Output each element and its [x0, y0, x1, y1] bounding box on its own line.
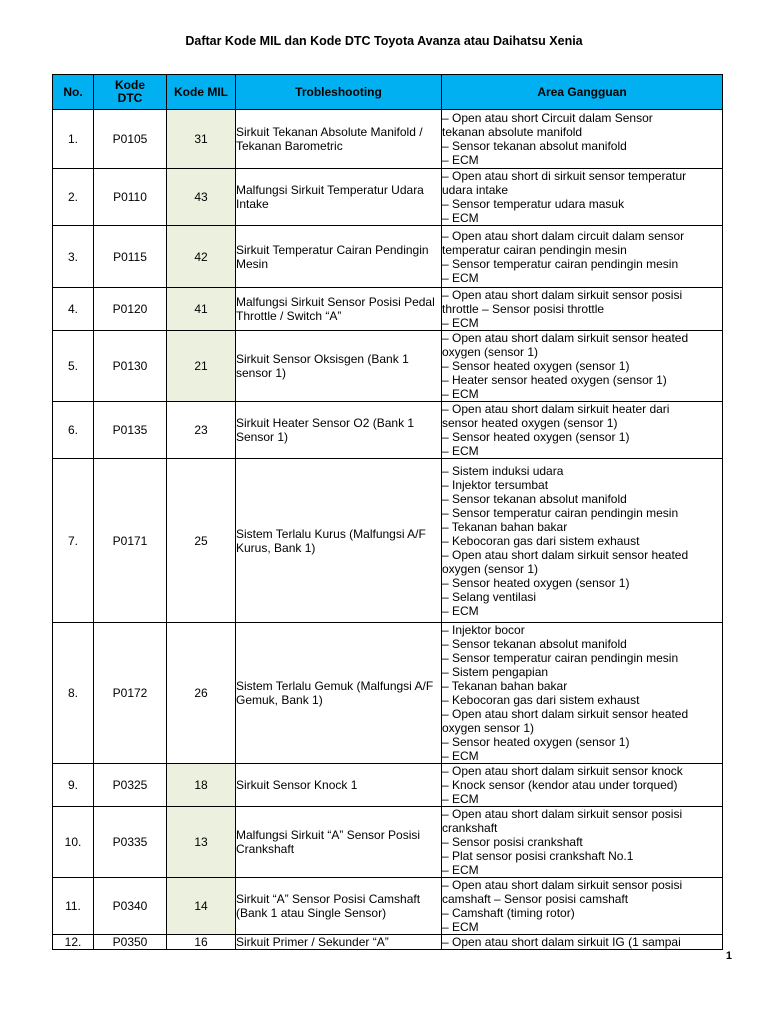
cell-kode-dtc: P0120 [94, 288, 167, 331]
area-line: – Sensor temperatur cairan pendingin mesin [442, 256, 679, 271]
area-line: – Selang ventilasi [442, 589, 537, 604]
area-line: – ECM [442, 316, 479, 330]
area-line: – Injektor tersumbat [442, 477, 549, 492]
area-line: – Tekanan bahan bakar [442, 519, 568, 534]
cell-kode-mil: 41 [167, 288, 236, 331]
cell-kode-mil: 42 [167, 226, 236, 288]
cell-area-gangguan [442, 935, 723, 950]
area-line: – Sensor heated oxygen (sensor 1) [442, 575, 630, 590]
area-line: – ECM [442, 749, 479, 763]
area-line: – Sistem pengapian [442, 665, 549, 679]
area-line: – ECM [442, 270, 479, 285]
area-line: – ECM [442, 153, 479, 167]
area-line: – ECM [442, 792, 479, 806]
table-row [53, 110, 723, 169]
table-row [53, 935, 723, 950]
table-row [53, 459, 723, 623]
table-row [53, 226, 723, 288]
area-line: oxygen sensor 1) [442, 721, 535, 735]
table-header-row [53, 75, 723, 110]
area-line: udara intake [442, 183, 509, 197]
cell-no: 9. [53, 764, 94, 807]
cell-no: 8. [53, 623, 94, 764]
area-line: – Sensor heated oxygen (sensor 1) [442, 430, 630, 444]
header-area-gangguan: Area Gangguan [442, 75, 723, 110]
area-line: – Knock sensor (kendor atau under torqued) [442, 778, 678, 792]
area-line: – Open atau short dalam sirkuit sensor posisi [442, 807, 683, 821]
cell-area-gangguan [442, 878, 723, 935]
area-line: – Kebocoran gas dari sistem exhaust [442, 533, 640, 548]
cell-kode-mil: 13 [167, 807, 236, 878]
page-number: 1 [725, 950, 732, 962]
area-line: – Open atau short Circuit dalam Sensor [442, 111, 653, 125]
cell-no: 5. [53, 331, 94, 402]
table-row [53, 807, 723, 878]
area-line: – Sensor temperatur cairan pendingin mesin [442, 651, 679, 665]
area-line: crankshaft [442, 821, 498, 835]
cell-no: 1. [53, 110, 94, 169]
area-line: camshaft – Sensor posisi camshaft [442, 892, 629, 906]
area-line: – Tekanan bahan bakar [442, 679, 568, 693]
area-line: – Open atau short dalam sirkuit sensor posisi [442, 878, 683, 892]
cell-troubleshooting: Sistem Terlalu Gemuk (Malfungsi A/F Gemuk, Bank 1) [236, 623, 442, 764]
cell-area-gangguan [442, 226, 723, 288]
area-line: – Plat sensor posisi crankshaft No.1 [442, 849, 634, 863]
area-line: – Sistem induksi udara [442, 463, 564, 478]
area-line: – Sensor temperatur cairan pendingin mesin [442, 505, 679, 520]
cell-no: 6. [53, 402, 94, 459]
cell-area-gangguan [442, 623, 723, 764]
area-line: – Open atau short dalam sirkuit sensor knock [442, 764, 683, 778]
area-line: oxygen (sensor 1) [442, 561, 539, 576]
area-line: – Open atau short dalam sirkuit sensor posisi [442, 288, 683, 302]
area-line: – ECM [442, 387, 479, 401]
area-line: – Sensor heated oxygen (sensor 1) [442, 735, 630, 749]
cell-troubleshooting: Sirkuit Temperatur Cairan Pendingin Mesin [236, 226, 442, 288]
cell-area-gangguan [442, 459, 723, 623]
table-row [53, 878, 723, 935]
area-line: – ECM [442, 920, 479, 934]
cell-kode-dtc: P0135 [94, 402, 167, 459]
area-line: – Open atau short dalam sirkuit sensor heated [442, 707, 689, 721]
document-title: Daftar Kode MIL dan Kode DTC Toyota Avanza atau Daihatsu Xenia [185, 34, 583, 48]
area-line: – ECM [442, 444, 479, 458]
cell-kode-mil: 16 [167, 935, 236, 950]
area-line: sensor heated oxygen (sensor 1) [442, 416, 618, 430]
cell-kode-mil: 14 [167, 878, 236, 935]
cell-area-gangguan [442, 807, 723, 878]
cell-kode-dtc: P0350 [94, 935, 167, 950]
cell-kode-mil: 21 [167, 331, 236, 402]
cell-no: 12. [53, 935, 94, 950]
cell-kode-mil: 26 [167, 623, 236, 764]
cell-troubleshooting: Malfungsi Sirkuit Temperatur Udara Intake [236, 169, 442, 226]
cell-troubleshooting: Sistem Terlalu Kurus (Malfungsi A/F Kurus, Bank 1) [236, 459, 442, 623]
header-no: No. [53, 75, 94, 110]
area-line: – Kebocoran gas dari sistem exhaust [442, 693, 640, 707]
cell-troubleshooting: Malfungsi Sirkuit “A” Sensor Posisi Crankshaft [236, 807, 442, 878]
cell-no: 11. [53, 878, 94, 935]
cell-area-gangguan [442, 764, 723, 807]
cell-no: 10. [53, 807, 94, 878]
cell-kode-mil: 31 [167, 110, 236, 169]
cell-troubleshooting: Sirkuit Tekanan Absolute Manifold / Tekanan Barometric [236, 110, 442, 169]
area-line: – Open atau short dalam sirkuit sensor heated [442, 331, 689, 345]
cell-no: 7. [53, 459, 94, 623]
header-troubleshooting: Trobleshooting [236, 75, 442, 110]
area-line: – Sensor tekanan absolut manifold [442, 491, 627, 506]
cell-kode-dtc: P0130 [94, 331, 167, 402]
cell-troubleshooting: Malfungsi Sirkuit Sensor Posisi Pedal Throttle / Switch “A” [236, 288, 442, 331]
area-line: – Injektor bocor [442, 623, 525, 637]
cell-area-gangguan [442, 110, 723, 169]
cell-troubleshooting: Sirkuit Sensor Oksisgen (Bank 1 sensor 1) [236, 331, 442, 402]
cell-area-gangguan [442, 402, 723, 459]
cell-no: 2. [53, 169, 94, 226]
cell-kode-mil: 18 [167, 764, 236, 807]
area-line: – ECM [442, 603, 479, 618]
area-line: – Sensor posisi crankshaft [442, 835, 583, 849]
area-line: – Open atau short di sirkuit sensor temperatur [442, 169, 687, 183]
cell-area-gangguan [442, 331, 723, 402]
area-line: – Sensor tekanan absolut manifold [442, 637, 627, 651]
cell-kode-dtc: P0340 [94, 878, 167, 935]
area-line: – Open atau short dalam sirkuit heater dari [442, 402, 670, 416]
cell-kode-mil: 23 [167, 402, 236, 459]
cell-kode-mil: 25 [167, 459, 236, 623]
area-line: temperatur cairan pendingin mesin [442, 242, 627, 257]
table-body [53, 110, 723, 950]
area-line: tekanan absolute manifold [442, 125, 583, 139]
cell-kode-dtc: P0325 [94, 764, 167, 807]
table-row [53, 764, 723, 807]
header-kode-mil: Kode MIL [167, 75, 236, 110]
cell-kode-dtc: P0105 [94, 110, 167, 169]
cell-kode-dtc: P0115 [94, 226, 167, 288]
cell-area-gangguan [442, 169, 723, 226]
cell-no: 4. [53, 288, 94, 331]
table-row [53, 288, 723, 331]
area-line: – Heater sensor heated oxygen (sensor 1) [442, 373, 667, 387]
area-line: – Camshaft (timing rotor) [442, 906, 575, 920]
header-kode-dtc: Kode DTC [94, 75, 167, 110]
table-row [53, 623, 723, 764]
area-line: throttle – Sensor posisi throttle [442, 302, 605, 316]
cell-kode-dtc: P0110 [94, 169, 167, 226]
area-line: oxygen (sensor 1) [442, 345, 539, 359]
area-line: – Sensor temperatur udara masuk [442, 197, 625, 211]
cell-kode-dtc: P0172 [94, 623, 167, 764]
cell-no: 3. [53, 226, 94, 288]
area-line: – Sensor tekanan absolut manifold [442, 139, 627, 153]
area-line: – ECM [442, 211, 479, 225]
area-line: – Open atau short dalam circuit dalam sensor [442, 228, 685, 243]
cell-troubleshooting: Sirkuit Sensor Knock 1 [236, 764, 442, 807]
cell-area-gangguan [442, 288, 723, 331]
area-line: – Sensor heated oxygen (sensor 1) [442, 359, 630, 373]
area-line: – ECM [442, 863, 479, 877]
table-row [53, 402, 723, 459]
cell-troubleshooting: Sirkuit “A” Sensor Posisi Camshaft (Bank 1 atau Single Sensor) [236, 878, 442, 935]
area-line: – Open atau short dalam sirkuit sensor heated [442, 547, 689, 562]
dtc-table [52, 74, 723, 950]
cell-troubleshooting: Sirkuit Primer / Sekunder “A” [236, 935, 442, 950]
cell-kode-dtc: P0171 [94, 459, 167, 623]
cell-troubleshooting: Sirkuit Heater Sensor O2 (Bank 1 Sensor 1) [236, 402, 442, 459]
table-row [53, 331, 723, 402]
area-line: – Open atau short dalam sirkuit IG (1 sampai [442, 935, 681, 949]
cell-kode-mil: 43 [167, 169, 236, 226]
cell-kode-dtc: P0335 [94, 807, 167, 878]
table-row [53, 169, 723, 226]
